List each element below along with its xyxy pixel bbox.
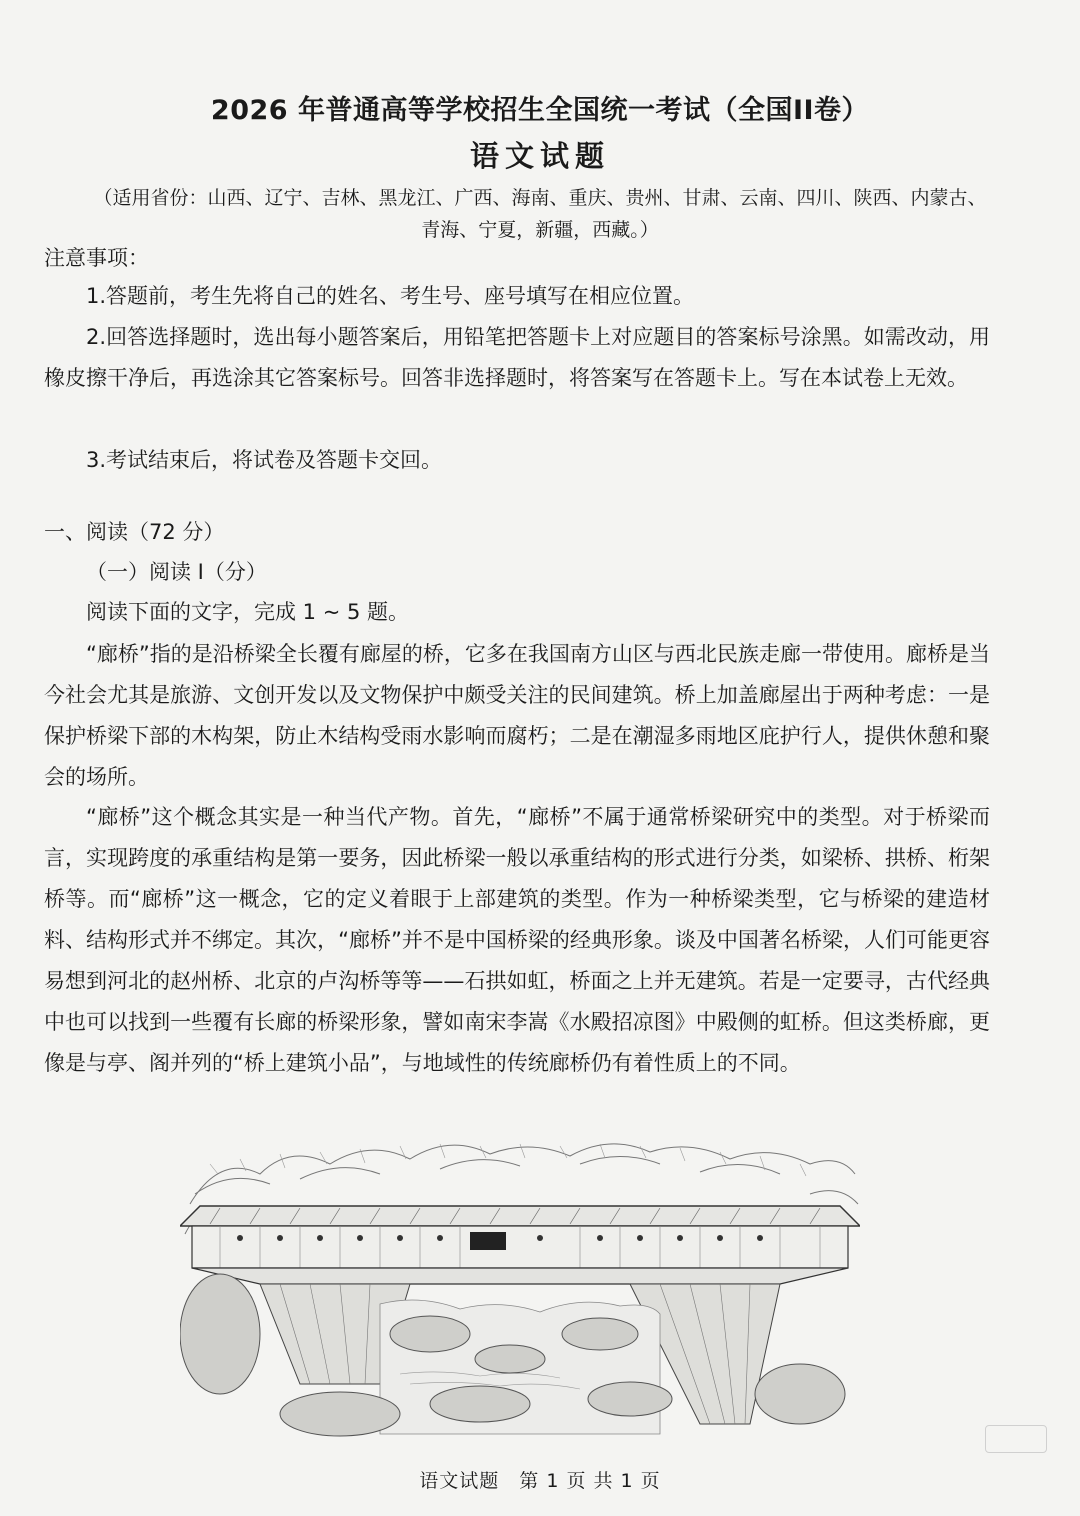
- passage-paragraph-1: “廊桥”指的是沿桥梁全长覆有廊屋的桥，它多在我国南方山区与西北民族走廊一带使用。廊桥是当今社会尤其是旅游、文创开发以及文物保护中颇受关注的民间建筑。桥上加盖廊屋出于两种考虑：一是保护桥梁下部的木构架，防止木结构受雨水影响而腐朽；二是在潮湿多雨地区庇护行人，提供休憩和聚会的场所。: [44, 642, 990, 789]
- notice-heading: 注意事项：: [44, 246, 149, 270]
- subsection-heading: （一）阅读 I（分）: [86, 560, 267, 584]
- passage-paragraph-2: “廊桥”这个概念其实是一种当代产物。首先，“廊桥”不属于通常桥梁研究中的类型。对于桥梁而言，实现跨度的承重结构是第一要务，因此桥梁一般以承重结构的形式进行分类，如梁桥、拱桥、桁架桥等。而“廊桥”这一概念，它的定义着眼于上部建筑的类型。作为一种桥梁类型，它与桥梁的建造材料、结构形式并不绑定。其次，“廊桥”并不是中国桥梁的经典形象。谈及中国著名桥梁，人们可能更容易想到河北的赵州桥、北京的卢沟桥等等——石拱如虹，桥面之上并无建筑。若是一定要寻，古代经典中也可以找到一些覆有长廊的桥梁形象，譬如南宋李嵩《水殿招凉图》中殿侧的虹桥。但这类桥廊，更像是与亭、阁并列的“桥上建筑小品”，与地域性的传统廊桥仍有着性质上的不同。: [44, 805, 990, 1075]
- provinces-line-2: 青海、宁夏，新疆，西藏。）: [421, 219, 659, 241]
- exam-subject: 语文试题: [469, 139, 610, 173]
- reading-instruction: 阅读下面的文字，完成 1 ~ 5 题。: [86, 600, 410, 624]
- notice-item-3: 3.考试结束后，将试卷及答题卡交回。: [86, 448, 443, 472]
- covered-bridge-illustration: [180, 1134, 860, 1444]
- notice-item-1: 1.答题前，考生先将自己的姓名、考生号、座号填写在相应位置。: [86, 284, 695, 308]
- exam-title: 2026 年普通高等学校招生全国统一考试（全国II卷）: [210, 95, 870, 126]
- section-heading: 一、阅读（72 分）: [44, 520, 225, 544]
- watermark-logo: [985, 1425, 1047, 1453]
- provinces-line-1: （适用省份：山西、辽宁、吉林、黑龙江、广西、海南、重庆、贵州、甘肃、云南、四川、陕西、内蒙古、: [93, 187, 987, 209]
- notice-item-2: 2.回答选择题时，选出每小题答案后，用铅笔把答题卡上对应题目的答案标号涂黑。如需改动，用橡皮擦干净后，再选涂其它答案标号。回答非选择题时，将答案写在答题卡上。写在本试卷上无效。: [44, 325, 990, 390]
- applicable-provinces: [44, 182, 1036, 246]
- page-footer: 语文试题 第 1 页 共 1 页: [419, 1470, 661, 1492]
